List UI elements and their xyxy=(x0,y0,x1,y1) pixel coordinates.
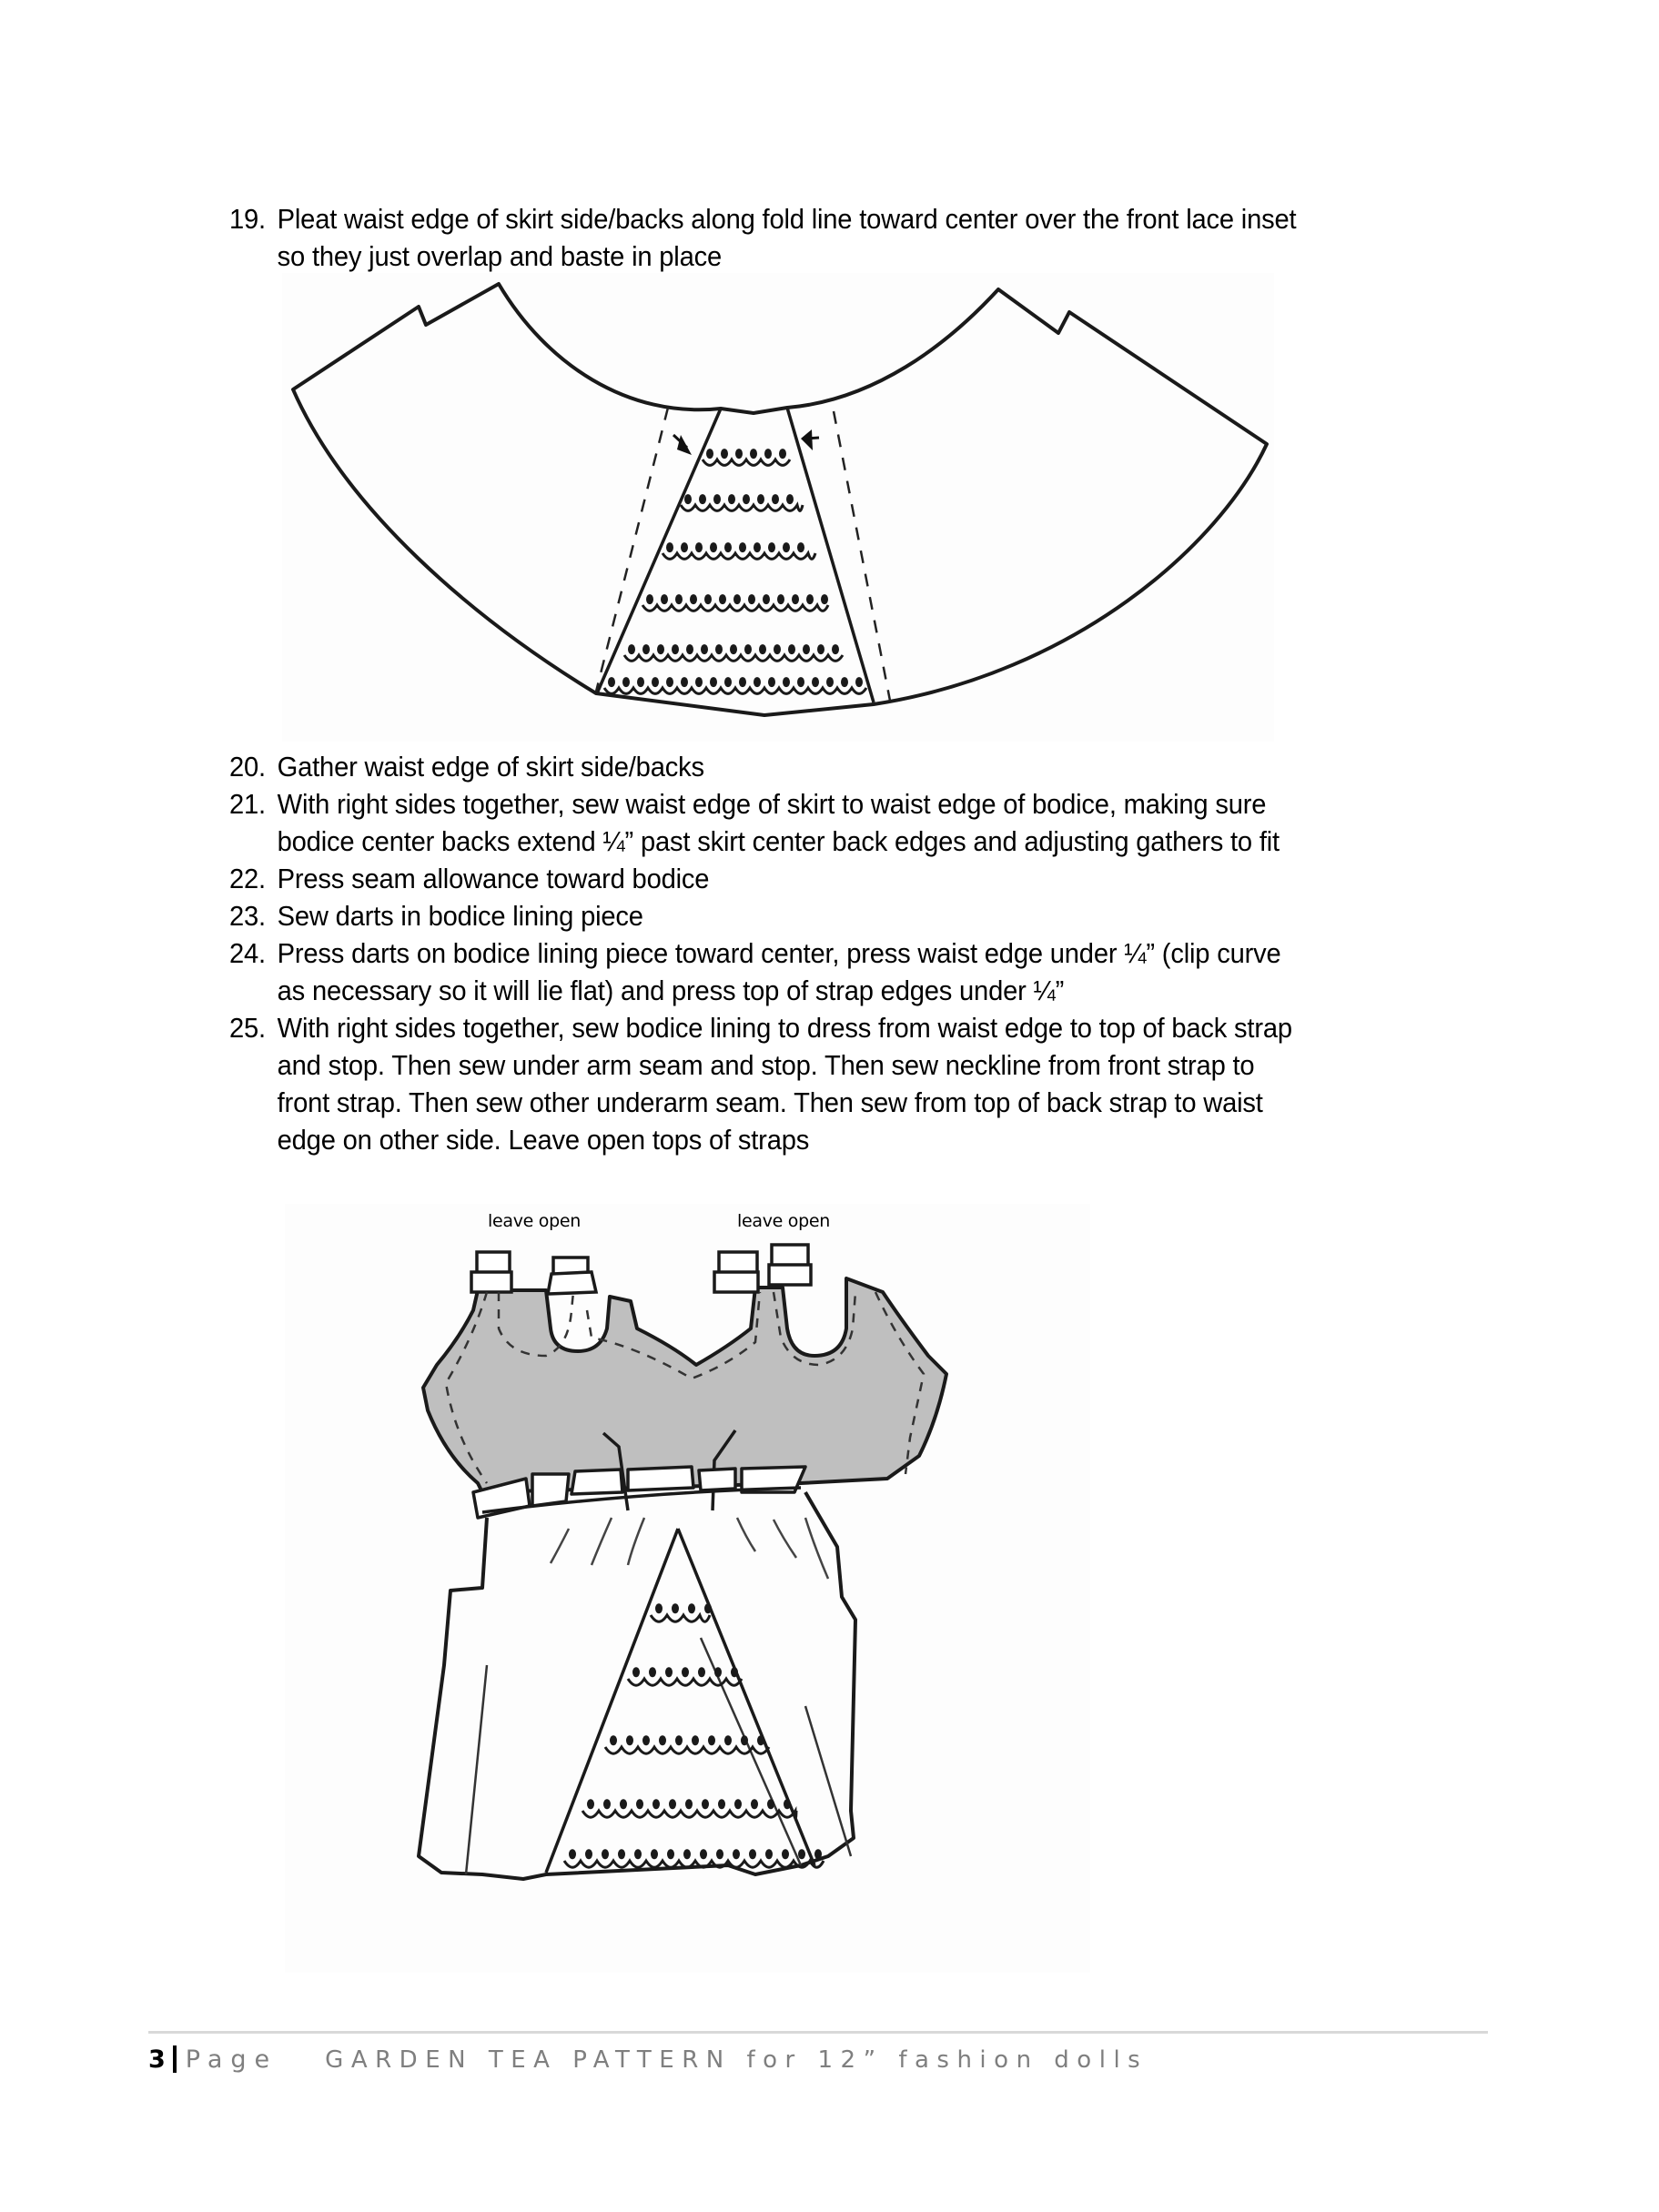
lace-dot xyxy=(638,1801,642,1808)
step-number: 25. xyxy=(229,1012,266,1044)
lace-dot xyxy=(644,646,649,653)
lace-dot xyxy=(755,679,760,686)
lace-dot xyxy=(571,1851,575,1858)
lace-dot xyxy=(718,1851,723,1858)
step-text: With right sides together, sew waist edge of skirt to waist edge of bodice, making sure bodice center backs extend ¼” past skirt center back edges and adjusting gathers to fit xyxy=(277,788,1280,857)
step-number: 20. xyxy=(229,751,266,783)
lace-dot xyxy=(677,1737,682,1744)
lace-dot xyxy=(661,1737,665,1744)
lace-dot xyxy=(688,646,693,653)
page-label: Page xyxy=(185,2045,278,2074)
lace-dot xyxy=(701,496,705,503)
lace-dot xyxy=(781,450,785,458)
lace-dot xyxy=(628,1737,632,1744)
lace-dot xyxy=(654,1801,659,1808)
lace-dot xyxy=(736,1801,741,1808)
lace-dot xyxy=(653,679,658,686)
lace-dot xyxy=(683,544,687,551)
lace-dot xyxy=(726,679,731,686)
lace-dot xyxy=(708,450,713,458)
step-text: Press seam allowance toward bodice xyxy=(277,863,710,894)
step-text: Gather waist edge of skirt side/backs xyxy=(277,751,704,783)
page-number: 3 xyxy=(148,2045,166,2074)
lace-dot xyxy=(785,1801,790,1808)
lace-dot xyxy=(717,646,722,653)
lace-dot xyxy=(720,1801,724,1808)
lace-dot xyxy=(683,1669,688,1676)
lace-dot xyxy=(605,1801,610,1808)
lace-dot xyxy=(774,496,778,503)
lace-dot xyxy=(712,544,716,551)
lace-dot xyxy=(784,679,789,686)
lace-dot xyxy=(697,679,702,686)
lace-dot xyxy=(610,679,614,686)
lace-dot xyxy=(755,544,760,551)
lace-dot xyxy=(743,1737,747,1744)
lace-dot xyxy=(668,544,673,551)
lace-dot xyxy=(630,646,634,653)
lace-dot xyxy=(648,596,652,603)
lace-dot xyxy=(652,1851,657,1858)
lace-dot xyxy=(697,544,702,551)
lace-dot xyxy=(799,679,804,686)
dress-lining-illustration xyxy=(285,1204,1095,1977)
lace-dot xyxy=(735,596,740,603)
lace-dot xyxy=(779,596,784,603)
lace-dot xyxy=(770,544,774,551)
lace-dot xyxy=(634,1669,639,1676)
lace-dot xyxy=(663,596,667,603)
lace-dot xyxy=(819,646,824,653)
lace-dot xyxy=(687,1801,692,1808)
lace-dot xyxy=(794,596,798,603)
lace-dot xyxy=(639,679,643,686)
lace-dot xyxy=(759,1737,764,1744)
lace-dot xyxy=(790,646,794,653)
footer-title: GARDEN TEA PATTERN for 12” fashion dolls xyxy=(325,2046,1148,2074)
lace-dot xyxy=(668,679,673,686)
lace-dot xyxy=(657,1605,662,1612)
lace-dot xyxy=(716,1669,721,1676)
lace-dot xyxy=(726,544,731,551)
lace-dot xyxy=(644,1737,649,1744)
lace-dot xyxy=(706,1605,711,1612)
lace-dot xyxy=(828,679,833,686)
page-footer xyxy=(148,2042,1148,2078)
lace-dot xyxy=(702,1851,706,1858)
step-number: 24. xyxy=(229,937,266,969)
leave-open-label-left: leave open xyxy=(488,1211,582,1231)
lace-dot xyxy=(843,679,847,686)
lace-dot xyxy=(710,1737,714,1744)
lace-dot xyxy=(730,496,734,503)
lace-dot xyxy=(726,1737,731,1744)
lace-dot xyxy=(700,1669,704,1676)
lace-dot xyxy=(751,1851,755,1858)
lace-dot xyxy=(746,646,751,653)
lace-dot xyxy=(712,679,716,686)
lace-dot xyxy=(703,1801,708,1808)
step-number: 21. xyxy=(229,788,266,820)
lace-dot xyxy=(804,646,809,653)
skirt-pleat-illustration xyxy=(282,273,1283,746)
lace-dot xyxy=(761,646,765,653)
lace-dot xyxy=(834,646,838,653)
lace-dot xyxy=(667,1669,672,1676)
lace-dot xyxy=(775,646,780,653)
lace-dot xyxy=(692,596,696,603)
lace-dot xyxy=(737,450,742,458)
footer-divider xyxy=(148,2031,1488,2034)
lace-dot xyxy=(677,596,682,603)
lace-dot xyxy=(686,496,691,503)
lace-dot xyxy=(788,496,793,503)
lace-dot xyxy=(723,450,727,458)
lace-dot xyxy=(651,1669,655,1676)
lace-dot xyxy=(741,544,745,551)
lace-dot xyxy=(673,646,678,653)
step-text: Pleat waist edge of skirt side/backs along fold line toward center over the front lace inset so they just overlap and baste in place xyxy=(277,203,1297,272)
lace-dot xyxy=(769,1801,774,1808)
footer-separator xyxy=(173,2045,177,2073)
lace-dot xyxy=(816,1851,821,1858)
step-number: 19. xyxy=(229,203,266,235)
lace-dot xyxy=(636,1851,641,1858)
lace-dot xyxy=(823,596,827,603)
lace-dot xyxy=(721,596,725,603)
lace-dot xyxy=(808,596,813,603)
lace-dot xyxy=(752,450,756,458)
lace-dot xyxy=(671,1801,675,1808)
lace-dot xyxy=(784,1851,788,1858)
lace-dot xyxy=(703,646,707,653)
lace-dot xyxy=(800,1851,804,1858)
step-text: Sew darts in bodice lining piece xyxy=(277,900,643,932)
lace-dot xyxy=(767,1851,772,1858)
lace-dot xyxy=(753,1801,757,1808)
step-text: With right sides together, sew bodice lining to dress from waist edge to top of back strap and stop. Then sew under arm seam and stop. Then sew neckline from front strap to front strap. Then sew other underarm seam. Then sew from top of back strap to waist edge on other side. Leave open tops of straps xyxy=(277,1012,1292,1156)
lace-dot xyxy=(857,679,862,686)
lace-dot xyxy=(799,544,804,551)
lace-dot xyxy=(715,496,720,503)
lace-dot xyxy=(734,1851,739,1858)
lace-dot xyxy=(589,1801,593,1808)
lace-dot xyxy=(659,646,663,653)
lace-dot xyxy=(764,596,769,603)
lace-dot xyxy=(587,1851,592,1858)
lace-dot xyxy=(784,544,789,551)
lace-dot xyxy=(685,1851,690,1858)
lace-dot xyxy=(733,1669,737,1676)
lace-dot xyxy=(669,1851,673,1858)
lace-dot xyxy=(741,679,745,686)
lace-dot xyxy=(673,1605,678,1612)
lace-dot xyxy=(620,1851,624,1858)
step-text: Press darts on bodice lining piece toward center, press waist edge under ¼” (clip curve as necessary so it will lie flat) and press top of strap edges under ¼” xyxy=(277,937,1281,1006)
lace-dot xyxy=(759,496,764,503)
leave-open-label-right: leave open xyxy=(737,1211,831,1231)
lace-dot xyxy=(744,496,749,503)
lace-dot xyxy=(770,679,774,686)
lace-dot xyxy=(622,1801,626,1808)
lace-dot xyxy=(693,1737,698,1744)
lace-dot xyxy=(814,679,818,686)
lace-dot xyxy=(603,1851,608,1858)
lace-dot xyxy=(624,679,629,686)
lace-dot xyxy=(766,450,771,458)
lace-dot xyxy=(612,1737,616,1744)
lace-dot xyxy=(750,596,754,603)
step-number: 22. xyxy=(229,863,266,894)
lace-dot xyxy=(732,646,736,653)
lace-dot xyxy=(683,679,687,686)
lace-dot xyxy=(690,1605,694,1612)
step-number: 23. xyxy=(229,900,266,932)
lace-dot xyxy=(706,596,711,603)
